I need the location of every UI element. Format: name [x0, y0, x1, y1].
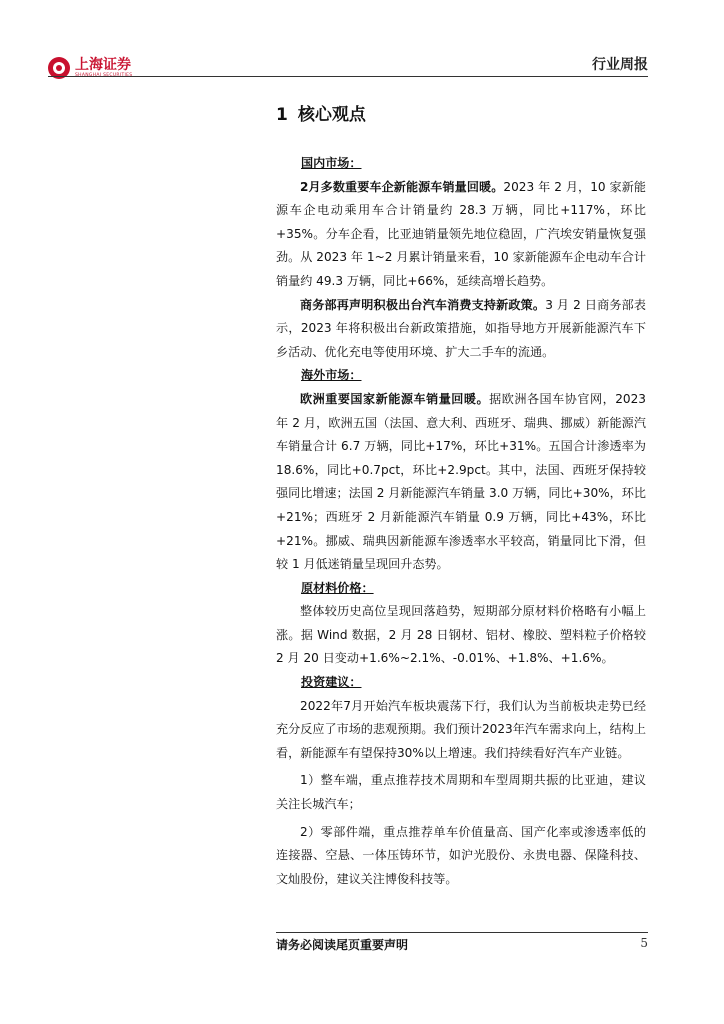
disclaimer-note: 请务必阅读尾页重要声明 [276, 938, 409, 952]
domestic-p2-text: 3 月 2 日商务部表示，2023 年将积极出台新政策措施，如指导地方开展新能源汽车下乡活动、优化充电等使用环境、扩大二手车的流通。 [276, 297, 646, 359]
section-title [276, 100, 366, 125]
investment-advice-heading: 投资建议： [301, 675, 362, 690]
materials-paragraph: 整体较历史高位呈现回落趋势，短期部分原材料价格略有小幅上涨。据 Wind 数据，2 月 28 日钢材、铝材、橡胶、塑料粒子价格较 2 月 20 日变动+1.6%~2.1%、-0.01%、+1.8%、+1.6%。 [276, 604, 646, 666]
section-number: 1 [276, 105, 288, 125]
overseas-p1-lead: 欧洲重要国家新能源车销量回暖。 [300, 391, 490, 406]
domestic-p1-lead: 2月多数重要车企新能源车销量回暖。 [300, 179, 504, 194]
domestic-market-heading: 国内市场： [301, 156, 362, 170]
overseas-market-heading: 海外市场： [301, 368, 362, 383]
page-number: 5 [640, 936, 648, 950]
footer-divider [276, 932, 648, 933]
domestic-p2-lead: 商务部再声明积极出台汽车消费支持新政策。 [300, 297, 546, 312]
logo-chinese-name: 上海证券 [75, 56, 131, 73]
overseas-paragraph-1 [276, 388, 646, 577]
materials-heading: 原材料价格： [301, 580, 374, 595]
section-title-text: 核心观点 [297, 105, 366, 125]
domestic-p1-text: 2023 年 2 月，10 家新能源车企电动乘用车合计销量约 28.3 万辆，同比+117%，环比+35%。分车企看，比亚迪销量领先地位稳固，广汽埃安销量恢复强劲。从 2023 年 1~2 月累计销量来看，10 家新能源车企电动车合计销量约 49.3 万辆，同比+66%，延续高增长趋势。 [276, 179, 646, 288]
advice-paragraph-3: 2）零部件端，重点推荐单车价值量高、国产化率或渗透率低的连接器、空悬、一体压铸环节，如沪光股份、永贵电器、保隆科技、文灿股份，建议关注博俊科技等。 [276, 824, 646, 886]
domestic-paragraph-2 [276, 294, 646, 365]
company-logo [48, 54, 132, 82]
report-body [276, 152, 646, 891]
domestic-paragraph-1 [276, 176, 646, 294]
report-type-label: 行业周报 [592, 57, 648, 73]
overseas-p1-text: 据欧洲各国车协官网，2023 年 2 月，欧洲五国（法国、意大利、西班牙、瑞典、挪威）新能源汽车销量合计 6.7 万辆，同比+17%，环比+31%。五国合计渗透率为 18.6%，同比+0.7pct，环比+2.9pct。其中，法国、西班牙保持较强同比增速；法国 2 月新能源汽车销量 3.0 万辆，同比+30%，环比+21%；西班牙 2 月新能源汽车销量 0.9 万辆，同比+43%，环比+21%。挪威、瑞典因新能源车渗透率水平较高，销量同比下滑，但较 1 月低迷销量呈现回升态势。 [276, 391, 646, 572]
advice-paragraph-1: 2022年7月开始汽车板块震荡下行，我们认为当前板块走势已经充分反应了市场的悲观预期。我们预计2023年汽车需求向上，结构上看，新能源车有望保持30%以上增速。我们持续看好汽车产业链。 [276, 698, 646, 760]
logo-english-name: SHANGHAI SECURITIES [75, 72, 133, 78]
advice-paragraph-2: 1）整车端，重点推荐技术周期和车型周期共振的比亚迪，建议关注长城汽车； [276, 773, 646, 812]
